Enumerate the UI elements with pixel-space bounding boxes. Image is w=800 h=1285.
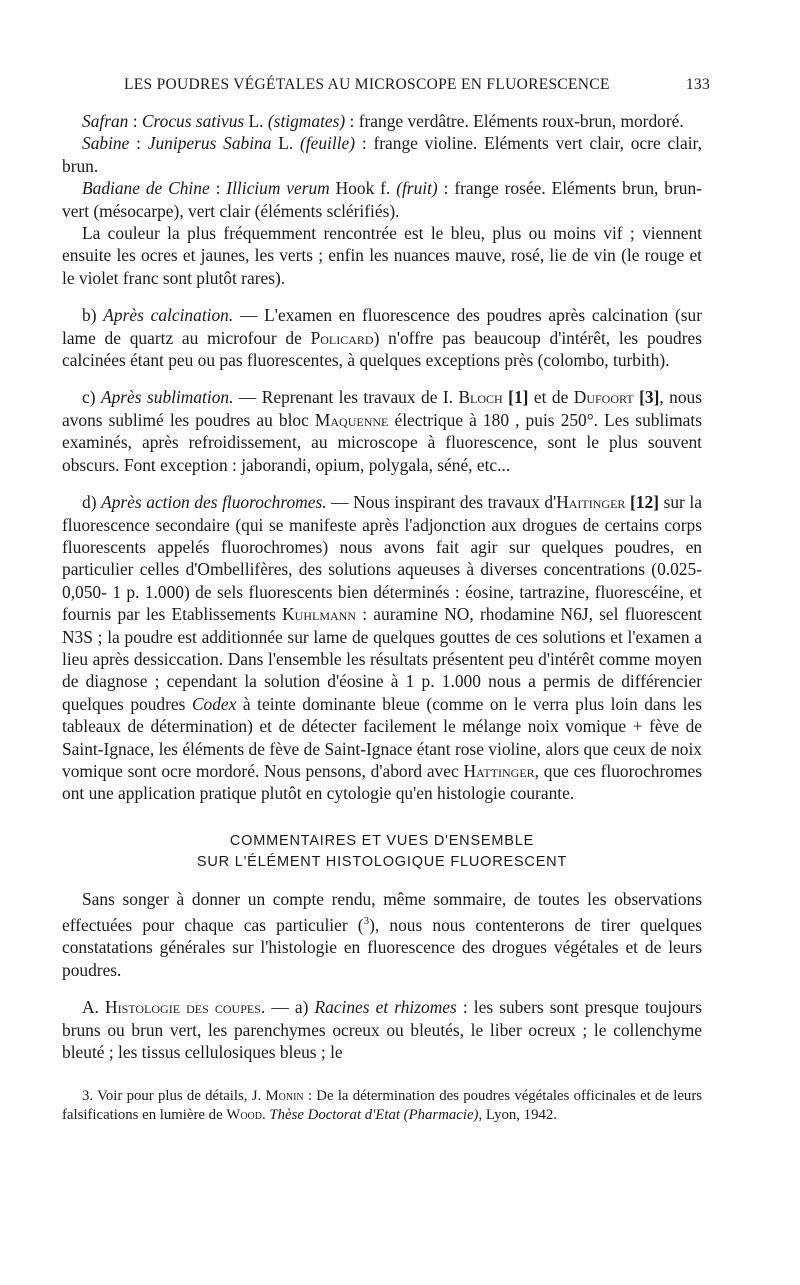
running-title: LES POUDRES VÉGÉTALES AU MICROSCOPE EN FLUORESCENCE [124, 76, 610, 93]
author-name: Dufoort [573, 387, 634, 408]
section-title: Après sublimation. [100, 387, 234, 408]
section-label: b) [82, 305, 97, 326]
text-run: — a) [271, 997, 309, 1018]
text-run: à teinte dominante bleue (comme on le verra plus loin dans les tableaux de détermination) et de détecter facilement le mélange noix vomique + fève de Saint-Ignace, les éléments de fève de Saint-Ignace étant rose violine, alors que ceux de noix vomique sont ocre mordoré. Nous pensons, d'abord avec [62, 693, 702, 781]
author-name: Policard [310, 327, 374, 348]
entry-latin: Juniperus Sabina [147, 133, 272, 154]
section-label: A. [82, 997, 99, 1018]
entry-part: (fruit) [396, 178, 438, 199]
entry-name: Safran [82, 111, 129, 131]
reference: [1] [508, 387, 529, 408]
section-b-paragraph [62, 304, 702, 371]
text-run: . [262, 1107, 266, 1124]
footnote-marker: 3 [363, 915, 370, 928]
page-number: 133 [685, 76, 710, 93]
entry-author: L. [248, 111, 264, 131]
reference: [12] [630, 492, 659, 513]
entry-safran: Safran : Crocus sativus L. (stigmates) : frange verdâtre. Eléments roux-brun, mordoré. [82, 111, 684, 131]
text-run: et de [533, 387, 569, 408]
author-name: Kuhlmann [282, 604, 356, 625]
text-run: électrique à 180 , puis 250°. Les sublimats examinés, après refroidissement, au microscope à fluorescence, sont le plus souvent obscurs. Font exception : jaborandi, opium, polygala, séné, etc... [62, 409, 702, 475]
text-run: Voir pour plus de détails, J. [97, 1088, 262, 1105]
text-run: : auramine NO, rhodamine N6J, sel fluorescent N3S ; la poudre est additionnée sur lame de quelques gouttes de ces solutions et l'examen a lieu après dessiccation. Dans l'ensemble les résultats présentent peu d'intérêt comme moyen de diagnose ; cependant la solution d'éosine à 1 p. 1.000 nous a permis de différencier quelques poudres [62, 604, 702, 714]
entry-desc: : frange violine. Eléments vert clair, ocre clair, brun. [62, 133, 702, 176]
entry-badiane: Badiane de Chine : Illicium verum Hook f. (fruit) : frange rosée. Eléments brun, brun-vert (mésocarpe), vert clair (éléments sclérifiés). [62, 178, 702, 221]
text-run: : De la détermination des poudres végétales officinales et de leurs falsifications en lumière de [62, 1088, 703, 1124]
author-name: Wood [226, 1107, 262, 1124]
section-label: d) [82, 492, 97, 513]
author-name: Haitinger [556, 492, 626, 513]
entry-desc: : frange verdâtre. Eléments roux-brun, mordoré. [349, 111, 684, 131]
subsection-title: Racines et rhizomes [314, 997, 457, 1018]
author-name: Monin [265, 1088, 304, 1105]
author-name: Hattinger [463, 760, 535, 781]
reference: [3] [639, 387, 660, 408]
text-run: Sans songer à donner un compte rendu, même sommaire, de toutes les observations effectuées pour chaque cas particulier ( [62, 888, 702, 935]
entry-latin: Illicium verum [226, 178, 330, 199]
text-run: , Lyon, 1942. [478, 1107, 557, 1124]
text-run: ), nous nous contenterons de tirer quelques constatations générales sur l'histologie en fluorescence des drogues végétales et de leurs poudres. [62, 914, 702, 980]
codex-term: Codex [191, 693, 237, 714]
paragraph-couleur: La couleur la plus fréquemment rencontrée est le bleu, plus ou moins vif ; viennent ensuite les ocres et jaunes, les verts ; enfin les nuances mauve, rosé, lie de vin (le rouge et le violet franc sont plutôt rares). [62, 223, 702, 288]
section-heading-line1: COMMENTAIRES ET VUES D'ENSEMBLE [229, 832, 535, 849]
entry-name: Badiane de Chine [82, 178, 210, 199]
section-label: c) [82, 387, 96, 408]
page-body [62, 110, 702, 1125]
entry-name: Sabine [82, 133, 130, 154]
entry-sabine: Sabine : Juniperus Sabina L. (feuille) : frange violine. Eléments vert clair, ocre clair, brun. [62, 133, 702, 176]
entry-author: Hook f. [335, 178, 391, 199]
thesis-title: Thèse Doctorat d'Etat (Pharmacie) [269, 1107, 479, 1124]
section-title: Après action des fluorochromes. [101, 492, 327, 513]
paragraph-histologie [62, 996, 702, 1063]
text-run: — Nous inspirant des travaux d' [331, 492, 557, 513]
entry-author: L. [278, 133, 294, 154]
footnote [62, 1087, 702, 1125]
entry-part: (feuille) [300, 133, 356, 154]
section-title: Après calcination. [103, 305, 234, 326]
entry-desc: : frange rosée. Eléments brun, brun-vert (mésocarpe), vert clair (éléments sclérifiés). [62, 178, 702, 221]
section-heading-line2: SUR L'ÉLÉMENT HISTOLOGIQUE FLUORESCENT [196, 853, 568, 870]
entry-part: (stigmates) [267, 111, 346, 131]
text-run: , nous avons sublimé les poudres au bloc [62, 387, 703, 430]
entry-latin: Crocus sativus [141, 111, 245, 131]
text-run: : les subers sont presque toujours bruns ou brun vert, les parenchymes ocreux ou bleutés, le liber ocreux ; le collenchyme bleuté ; les tissus cellulosiques bleus ; le [62, 997, 702, 1063]
author-name: Maquenne [314, 409, 389, 430]
footnote-number: 3. [82, 1088, 94, 1105]
running-head [124, 76, 710, 94]
text-run: — Reprenant les travaux de I. [238, 387, 453, 408]
section-d-paragraph [62, 491, 702, 805]
subsection-heading: Histologie des coupes. [105, 997, 266, 1018]
text-run: sur la fluorescence secondaire (qui se manifeste après l'adjonction aux drogues de certains corps fluorescents appelés fluorochromes) nous avons fait agir sur quelques poudres, en particulier celles d'Ombellifères, des solutions aqueuses à diverses concentrations (0.025-0,050- 1 p. 1.000) de sels fluorescents bien déterminés : éosine, tartrazine, fluorescéine, et fournis par les Etablissements [62, 492, 702, 625]
text-run: ) n'offre pas beaucoup d'intérêt, les poudres calcinées étant peu ou pas fluorescentes, à quelques exceptions près (colombo, turbith). [62, 327, 703, 371]
section-c-paragraph [62, 386, 702, 476]
paragraph-sans-songer [62, 888, 702, 981]
text-run: — L'examen en fluorescence des poudres après calcination (sur lame de quartz au microfour de [62, 305, 702, 348]
author-name: Bloch [458, 387, 503, 408]
text-run: , que ces fluorochromes ont une application pratique plutôt en cytologie qu'en histologie courante. [62, 760, 702, 804]
